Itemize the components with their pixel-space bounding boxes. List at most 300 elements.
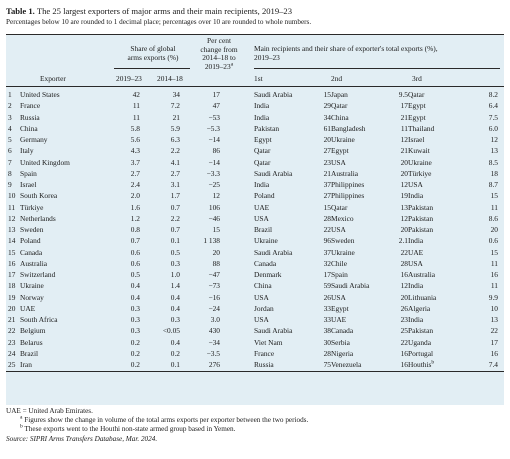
note-source: Source: SIPRI Arms Transfers Database, Mar. 2024.: [6, 434, 158, 443]
change-cell: −47: [208, 270, 220, 279]
recipient-1-cell: India: [254, 180, 270, 189]
share-3-cell: 18: [490, 168, 498, 178]
share-2-cell: 28: [400, 258, 408, 268]
recipient-1-cell: Egypt: [254, 135, 272, 144]
exporter-cell: Israel: [20, 180, 37, 189]
share-2014-18-cell: 6.3: [170, 135, 180, 144]
rank-cell: 1: [8, 90, 12, 99]
recipient-3-cell: UAE: [408, 247, 424, 257]
rank-cell: 17: [8, 270, 16, 279]
rank-cell: 18: [8, 281, 16, 291]
share-2019-23-cell: 0.2: [130, 337, 140, 347]
share-2014-18-cell: 5.9: [170, 123, 180, 133]
table-row: [6, 359, 504, 370]
table-row: [6, 269, 504, 280]
rank-cell: 19: [8, 292, 16, 302]
recipient-1-cell: Russia: [254, 360, 274, 369]
exporter-cell: Belarus: [20, 337, 43, 347]
exporter-cell: Poland: [20, 236, 41, 246]
spacer-cell: [220, 292, 254, 303]
rank-cell: 3: [8, 112, 12, 122]
share-2019-23-cell: 2.0: [130, 191, 140, 201]
table-title: [6, 6, 292, 16]
share-2019-23-cell: 0.8: [130, 225, 140, 234]
exporter-cell: Ukraine: [20, 281, 44, 291]
col-2019-23-header: 2019–23: [116, 74, 142, 83]
recipient-1-cell: Denmark: [254, 270, 282, 279]
share-2019-23-cell: 5.8: [130, 123, 140, 133]
share-2-cell: 19: [400, 191, 408, 201]
recipient-1-cell: China: [254, 281, 272, 291]
share-2-cell: 25: [400, 326, 408, 336]
change-cell: −3.5: [206, 348, 220, 358]
exporter-cell: UAE: [20, 303, 36, 313]
share-3-cell: 16: [490, 270, 498, 279]
share-1-cell: 15: [323, 202, 331, 212]
recipient-3-cell: Israel: [408, 135, 425, 144]
share-1-cell: 33: [323, 303, 331, 313]
share-2-cell: 23: [400, 315, 408, 324]
share-2019-23-cell: 5.6: [130, 135, 140, 144]
change-cell: −3.3: [206, 168, 220, 178]
spacer-cell: [220, 168, 254, 179]
share-1-cell: 28: [323, 213, 331, 223]
share-2-cell: 21: [400, 112, 408, 122]
rank-cell: 23: [8, 337, 16, 347]
share-2014-18-cell: 0.7: [170, 202, 180, 212]
share-2-cell: 17: [400, 101, 408, 111]
share-2-cell: 22: [400, 337, 408, 347]
exporter-cell: Australia: [20, 258, 48, 268]
spacer-cell: [220, 269, 254, 280]
recipient-1-cell: Viet Nam: [254, 337, 283, 347]
recipient-3-cell: Qatar: [408, 90, 425, 99]
header-rule: [6, 86, 504, 87]
rank-cell: 8: [8, 168, 12, 178]
recipient-2-cell: Mexico: [331, 213, 354, 223]
share-3-cell: 6.0: [488, 123, 498, 133]
recipient-1-cell: USA: [254, 292, 269, 302]
share-2014-18-cell: 7.2: [170, 101, 180, 111]
share-2-cell: 16: [400, 360, 408, 369]
share-2014-18-cell: 0.4: [170, 292, 180, 302]
exporter-cell: Canada: [20, 247, 43, 257]
recipient-2-cell: USA: [331, 225, 346, 234]
share-2014-18-cell: 1.0: [170, 270, 180, 279]
share-1-cell: 20: [323, 135, 331, 144]
share-3-cell: 11: [490, 202, 498, 212]
exporter-cell: Russia: [20, 112, 40, 122]
share-1-cell: 27: [323, 191, 331, 201]
share-1-cell: 61: [323, 123, 331, 133]
recipient-1-cell: Qatar: [254, 157, 271, 167]
recipient-2-cell: Ukraine: [331, 247, 355, 257]
share-2014-18-cell: 0.3: [170, 315, 180, 324]
recipient-3-cell: Pakistan: [408, 213, 434, 223]
change-cell: 86: [212, 146, 220, 156]
share-2019-23-cell: 0.2: [130, 348, 140, 358]
share-2019-23-cell: 0.6: [130, 258, 140, 268]
rank-cell: 20: [8, 303, 16, 313]
spacer-cell: [220, 280, 254, 291]
recipient-1-cell: Poland: [254, 191, 275, 201]
share-2-cell: 2.1: [398, 236, 408, 246]
share-2014-18-cell: 0.7: [170, 225, 180, 234]
change-cell: 88: [212, 258, 220, 268]
share-2014-18-cell: 4.1: [170, 157, 180, 167]
recipient-1-cell: Ukraine: [254, 236, 278, 246]
share-2019-23-cell: 11: [132, 112, 140, 122]
recipient-2-cell: Spain: [331, 270, 348, 279]
table-row: [6, 292, 504, 303]
share-3-cell: 22: [490, 326, 498, 336]
table-title-text: The 25 largest exporters of major arms and their main recipients, 2019–23: [36, 6, 293, 16]
rank-cell: 6: [8, 146, 12, 156]
share-2014-18-cell: 1.7: [170, 191, 180, 201]
exporter-cell: United Kingdom: [20, 157, 70, 167]
recipient-3-cell: Houthis$^b$: [408, 359, 435, 369]
spacer-cell: [220, 213, 254, 224]
share-3-cell: 15: [490, 191, 498, 201]
change-cell: 1 138: [203, 236, 220, 246]
share-1-cell: 37: [323, 180, 331, 189]
recipient-3-cell: Algeria: [408, 303, 431, 313]
note-b: $^b$ These exports went to the Houthi non-state armed group based in Yemen.: [20, 424, 236, 434]
rank-cell: 11: [8, 202, 16, 212]
recipient-3-cell: Australia: [408, 270, 436, 279]
recipient-3-cell: India: [408, 191, 424, 201]
rank-cell: 5: [8, 135, 12, 144]
recipient-3-cell: USA: [408, 258, 423, 268]
recipient-3-cell: India: [408, 315, 424, 324]
recipient-3-cell: India: [408, 236, 424, 246]
table-label: Table 1.: [6, 6, 35, 16]
rank-cell: 16: [8, 258, 16, 268]
change-cell: 47: [212, 101, 220, 111]
share-2019-23-cell: 1.2: [130, 213, 140, 223]
table-row: [6, 145, 504, 156]
table-row: [6, 280, 504, 291]
recipient-2-cell: UAE: [331, 315, 347, 324]
share-3-cell: 8.5: [488, 157, 498, 167]
spacer-cell: [220, 235, 254, 246]
share-1-cell: 26: [323, 292, 331, 302]
change-cell: 15: [212, 225, 220, 234]
rank-cell: 9: [8, 180, 12, 189]
share-2-cell: 20: [400, 292, 408, 302]
table-row: [6, 235, 504, 246]
recipient-2-cell: Bangladesh: [331, 123, 366, 133]
change-cell: −46: [208, 213, 220, 223]
recipient-2-cell: Canada: [331, 326, 354, 336]
rank-cell: 15: [8, 247, 16, 257]
recipient-3-cell: Uganda: [408, 337, 431, 347]
recipient-3-cell: Pakistan: [408, 202, 434, 212]
col-3rd-header: 3rd: [412, 74, 422, 83]
exporter-cell: Switzerland: [20, 270, 56, 279]
table-row: [6, 89, 504, 100]
recipient-2-cell: Philippines: [331, 191, 365, 201]
note-uae: UAE = United Arab Emirates.: [6, 407, 93, 415]
share-3-cell: 13: [490, 315, 498, 324]
table-row: [6, 213, 504, 224]
table-row: [6, 303, 504, 314]
share-3-cell: 16: [490, 348, 498, 358]
table-row: [6, 247, 504, 258]
table-row: [6, 134, 504, 145]
recipient-2-cell: USA: [331, 292, 346, 302]
recipient-2-cell: Sweden: [331, 236, 355, 246]
main-recipients-header: Main recipients and their share of exporter's total exports (%), 2019–23: [254, 44, 438, 62]
share-3-cell: 11: [490, 281, 498, 291]
share-1-cell: 96: [323, 236, 331, 246]
change-cell: 106: [208, 202, 220, 212]
spacer-cell: [220, 325, 254, 336]
share-2019-23-cell: 11: [132, 101, 140, 111]
spacer-cell: [220, 112, 254, 123]
exporter-cell: Spain: [20, 168, 37, 178]
share-3-cell: 17: [490, 337, 498, 347]
share-2-cell: 22: [400, 247, 408, 257]
table-row: [6, 348, 504, 359]
share-3-cell: 12: [490, 135, 498, 144]
rank-cell: 25: [8, 360, 16, 369]
share-2014-18-cell: 0.1: [170, 360, 180, 369]
exporter-cell: United States: [20, 90, 60, 99]
share-2019-23-cell: 42: [132, 90, 140, 99]
share-2-cell: 11: [400, 123, 408, 133]
exporter-cell: China: [20, 123, 38, 133]
share-2019-23-cell: 2.4: [130, 180, 140, 189]
spacer-cell: [220, 123, 254, 134]
change-cell: −16: [208, 292, 220, 302]
share-3-cell: 15: [490, 247, 498, 257]
recipient-1-cell: Saudi Arabia: [254, 247, 293, 257]
spacer-cell: [220, 157, 254, 168]
share-1-cell: 23: [323, 157, 331, 167]
change-cell: −14: [208, 135, 220, 144]
share-2014-18-cell: 2.2: [170, 146, 180, 156]
recipient-3-cell: Pakistan: [408, 326, 434, 336]
share-2-cell: 13: [400, 202, 408, 212]
table-body: [6, 89, 504, 370]
recipient-2-cell: Egypt: [331, 303, 349, 313]
share-1-cell: 21: [323, 168, 331, 178]
share-2014-18-cell: 34: [172, 90, 180, 99]
footnote-marker: b: [431, 359, 435, 366]
exporter-cell: Sweden: [20, 225, 44, 234]
rank-cell: 24: [8, 348, 16, 358]
recipient-2-cell: Saudi Arabia: [331, 281, 370, 291]
recipient-2-cell: Nigeria: [331, 348, 354, 358]
rank-cell: 13: [8, 225, 16, 234]
spacer-cell: [220, 314, 254, 325]
recipient-3-cell: Ukraine: [408, 157, 432, 167]
table-row: [6, 224, 504, 235]
recipient-1-cell: France: [254, 348, 275, 358]
exporter-cell: Netherlands: [20, 213, 56, 223]
spacer-cell: [220, 224, 254, 235]
recipient-2-cell: Venezuela: [331, 360, 362, 369]
share-1-cell: 17: [323, 270, 331, 279]
share-2019-23-cell: 4.3: [130, 146, 140, 156]
share-3-cell: 7.4: [488, 360, 498, 369]
share-3-cell: 8.2: [488, 90, 498, 99]
recipient-3-cell: Thailand: [408, 123, 435, 133]
share-2014-18-cell: 2.7: [170, 168, 180, 178]
share-2014-18-cell: 0.4: [170, 303, 180, 313]
rank-cell: 10: [8, 191, 16, 201]
share-group-rule: [114, 68, 190, 69]
exporter-cell: Türkiye: [20, 202, 44, 212]
recipient-1-cell: USA: [254, 315, 269, 324]
share-2019-23-cell: 0.3: [130, 326, 140, 336]
col-2nd-header: 2nd: [331, 74, 343, 83]
table-row: [6, 168, 504, 179]
share-2014-18-cell: 2.2: [170, 213, 180, 223]
recipient-2-cell: Egypt: [331, 146, 349, 156]
recipient-2-cell: Qatar: [331, 202, 348, 212]
note-a: $^a$ Figures show the change in volume of the total arms exports per exporter between the two periods.: [20, 414, 309, 425]
share-2-cell: 16: [400, 270, 408, 279]
spacer-cell: [220, 258, 254, 269]
table-row: [6, 202, 504, 213]
spacer-cell: [220, 247, 254, 258]
exporter-cell: Norway: [20, 292, 44, 302]
recipient-3-cell: Kuwait: [408, 146, 430, 156]
recipient-2-cell: Qatar: [331, 101, 348, 111]
recipient-1-cell: UAE: [254, 202, 270, 212]
table-row: [6, 337, 504, 348]
change-cell: −73: [208, 281, 220, 291]
share-2019-23-cell: 0.2: [130, 360, 140, 369]
share-1-cell: 38: [323, 326, 331, 336]
share-2019-23-cell: 2.7: [130, 168, 140, 178]
recipient-1-cell: Qatar: [254, 146, 271, 156]
share-2014-18-cell: <0.05: [162, 326, 180, 336]
share-2014-18-cell: 0.1: [170, 236, 180, 246]
share-2-cell: 9.5: [398, 90, 408, 99]
recipient-1-cell: Saudi Arabia: [254, 326, 293, 336]
change-cell: −53: [208, 112, 220, 122]
spacer-cell: [220, 303, 254, 314]
share-2014-18-cell: 0.5: [170, 247, 180, 257]
share-2-cell: 12: [400, 213, 408, 223]
share-2-cell: 12: [400, 281, 408, 291]
share-2-cell: 12: [400, 180, 408, 189]
spacer-cell: [220, 145, 254, 156]
recipient-1-cell: Jordan: [254, 303, 274, 313]
share-2-cell: 20: [400, 168, 408, 178]
recipient-2-cell: Chile: [331, 258, 348, 268]
share-1-cell: 30: [323, 337, 331, 347]
rank-cell: 22: [8, 326, 16, 336]
recipient-2-cell: Serbia: [331, 337, 350, 347]
table-row: [6, 258, 504, 269]
change-cell: 276: [208, 360, 220, 369]
recipient-3-cell: Portugal: [408, 348, 434, 358]
rank-cell: 12: [8, 213, 16, 223]
table-row: [6, 179, 504, 190]
change-cell: 12: [212, 191, 220, 201]
share-2014-18-cell: 0.3: [170, 258, 180, 268]
spacer-cell: [220, 89, 254, 100]
share-1-cell: 33: [323, 315, 331, 324]
share-2-cell: 20: [400, 157, 408, 167]
recipient-1-cell: Canada: [254, 258, 277, 268]
spacer-cell: [220, 134, 254, 145]
recipient-1-cell: Brazil: [254, 225, 273, 234]
spacer-cell: [220, 359, 254, 370]
table-row: [6, 314, 504, 325]
change-cell: 17: [212, 90, 220, 99]
exporters-table: [6, 89, 504, 370]
recipient-1-cell: USA: [254, 213, 269, 223]
recipient-2-cell: Japan: [331, 90, 348, 99]
recipient-1-cell: Saudi Arabia: [254, 168, 293, 178]
change-cell: 3.0: [210, 315, 220, 324]
recipient-3-cell: Egypt: [408, 112, 426, 122]
recipient-1-cell: India: [254, 101, 270, 111]
share-1-cell: 15: [323, 90, 331, 99]
share-1-cell: 75: [323, 360, 331, 369]
share-3-cell: 6.4: [488, 101, 498, 111]
spacer-cell: [220, 337, 254, 348]
share-1-cell: 37: [323, 247, 331, 257]
spacer-cell: [220, 202, 254, 213]
share-2014-18-cell: 1.4: [170, 281, 180, 291]
main-recipients-rule: [254, 68, 500, 69]
col-1st-header: 1st: [254, 74, 263, 83]
share-2019-23-cell: 1.6: [130, 202, 140, 212]
rank-cell: 14: [8, 236, 16, 246]
share-2019-23-cell: 0.3: [130, 315, 140, 324]
share-2-cell: 16: [400, 348, 408, 358]
spacer-cell: [220, 190, 254, 201]
recipient-2-cell: Australia: [331, 168, 359, 178]
recipient-1-cell: India: [254, 112, 270, 122]
share-2014-18-cell: 21: [172, 112, 180, 122]
share-1-cell: 34: [323, 112, 331, 122]
top-rule: [6, 34, 504, 35]
share-2019-23-cell: 0.6: [130, 247, 140, 257]
change-cell: 430: [208, 326, 220, 336]
share-2019-23-cell: 0.7: [130, 236, 140, 246]
recipient-3-cell: Lithuania: [408, 292, 437, 302]
exporter-cell: Belgium: [20, 326, 46, 336]
exporter-cell: Italy: [20, 146, 34, 156]
exporter-cell: Iran: [20, 360, 32, 369]
share-3-cell: 0.6: [488, 236, 498, 246]
share-3-cell: 8.7: [488, 180, 498, 189]
recipient-2-cell: Philippines: [331, 180, 365, 189]
share-2-cell: 20: [400, 225, 408, 234]
recipient-3-cell: Egypt: [408, 101, 426, 111]
exporter-cell: France: [20, 101, 41, 111]
share-2014-18-cell: 3.1: [170, 180, 180, 189]
share-2014-18-cell: 0.2: [170, 348, 180, 358]
exporter-cell: South Korea: [20, 191, 58, 201]
share-3-cell: 20: [490, 225, 498, 234]
share-3-cell: 11: [490, 258, 498, 268]
share-2019-23-cell: 0.5: [130, 270, 140, 279]
share-2019-23-cell: 0.4: [130, 281, 140, 291]
share-2019-23-cell: 0.3: [130, 303, 140, 313]
share-2019-23-cell: 0.4: [130, 292, 140, 302]
share-3-cell: 13: [490, 146, 498, 156]
change-cell: −34: [208, 337, 220, 347]
footnotes: [6, 407, 308, 444]
